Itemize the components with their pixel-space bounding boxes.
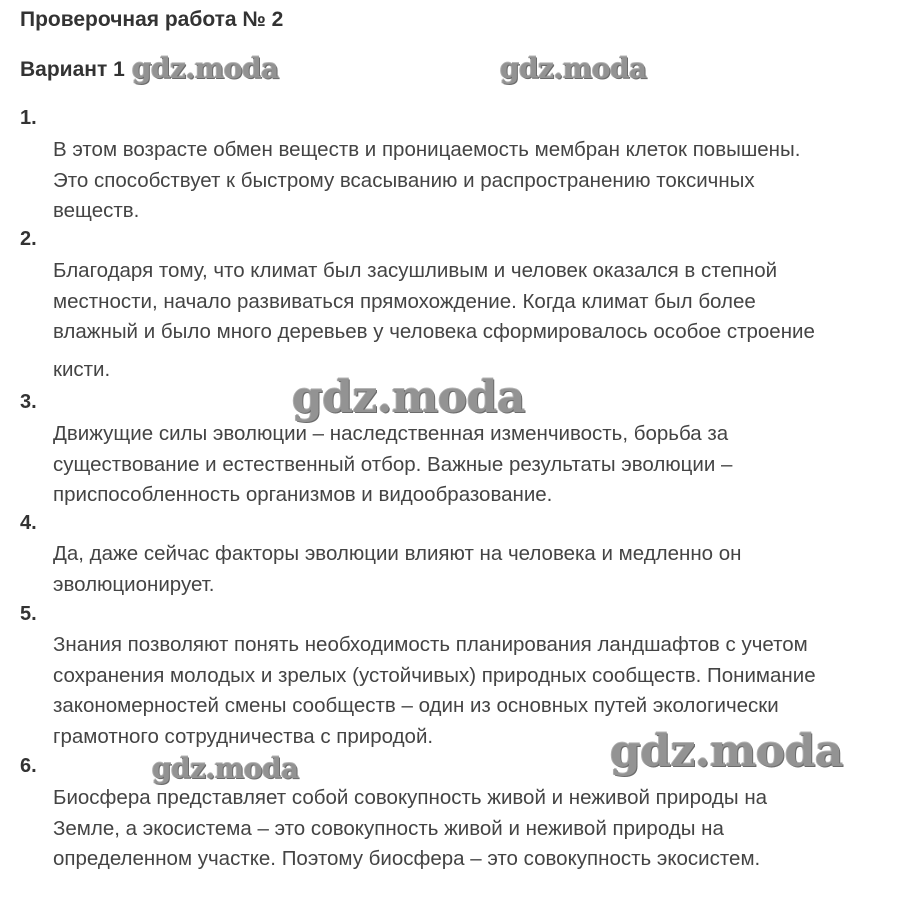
answer-text-2 (53, 256, 908, 385)
answer-line: определенном участке. Поэтому биосфера – это совокупность экосистем. (53, 847, 761, 870)
question-number-2: 2. (20, 228, 37, 250)
question-number-4: 4. (20, 512, 37, 534)
answer-text-6 (53, 783, 908, 875)
answer-line: Знания позволяют понять необходимость планирования ландшафтов с учетом (53, 633, 808, 656)
page-title: Проверочная работа № 2 (20, 8, 284, 31)
answer-line: Земле, а экосистема – это совокупность живой и неживой природы на (53, 816, 724, 840)
watermark: gdz.moda (610, 726, 844, 777)
answer-line: Благодаря тому, что климат был засушливым и человек оказался в степной (53, 259, 778, 282)
answer-line: Биосфера представляет собой совокупность живой и неживой природы на (53, 786, 768, 809)
watermark: gdz.moda (292, 372, 526, 423)
variant-heading: Вариант 1 (20, 58, 125, 81)
answer-line: эволюционирует. (53, 572, 215, 596)
answer-line: кисти. (53, 357, 111, 381)
answer-text-3 (53, 419, 908, 511)
answer-line: веществ. (53, 199, 140, 222)
answer-line: Это способствует к быстрому всасыванию и распространению токсичных (53, 168, 755, 192)
answer-line: грамотного сотрудничества с природой. (53, 724, 434, 748)
watermark: gdz.moda (152, 752, 299, 785)
question-number-1: 1. (20, 107, 37, 129)
answer-line: приспособленность организмов и видообразование. (53, 483, 553, 506)
question-number-5: 5. (20, 603, 37, 625)
answer-line: В этом возрасте обмен веществ и проницаемость мембран клеток повышены. (53, 138, 801, 161)
watermark: gdz.moda (500, 52, 647, 85)
answer-line: влажный и было много деревьев у человека сформировалось особое строение (53, 320, 815, 343)
answer-text-4 (53, 539, 908, 600)
question-number-6: 6. (20, 755, 37, 777)
question-number-3: 3. (20, 391, 37, 413)
answer-line: Да, даже сейчас факторы эволюции влияют на человека и медленно он (53, 542, 742, 565)
watermark: gdz.moda (132, 52, 279, 85)
answer-line: существование и естественный отбор. Важные результаты эволюции – (53, 452, 733, 476)
answer-text-1 (53, 135, 908, 227)
answer-line: сохранения молодых и зрелых (устойчивых) природных сообществ. Понимание (53, 663, 816, 687)
answer-line: Движущие силы эволюции – наследственная изменчивость, борьба за (53, 422, 729, 445)
answer-line: закономерностей смены сообществ – один из основных путей экологически (53, 694, 779, 717)
answer-line: местности, начало развиваться прямохождение. Когда климат был более (53, 289, 756, 313)
